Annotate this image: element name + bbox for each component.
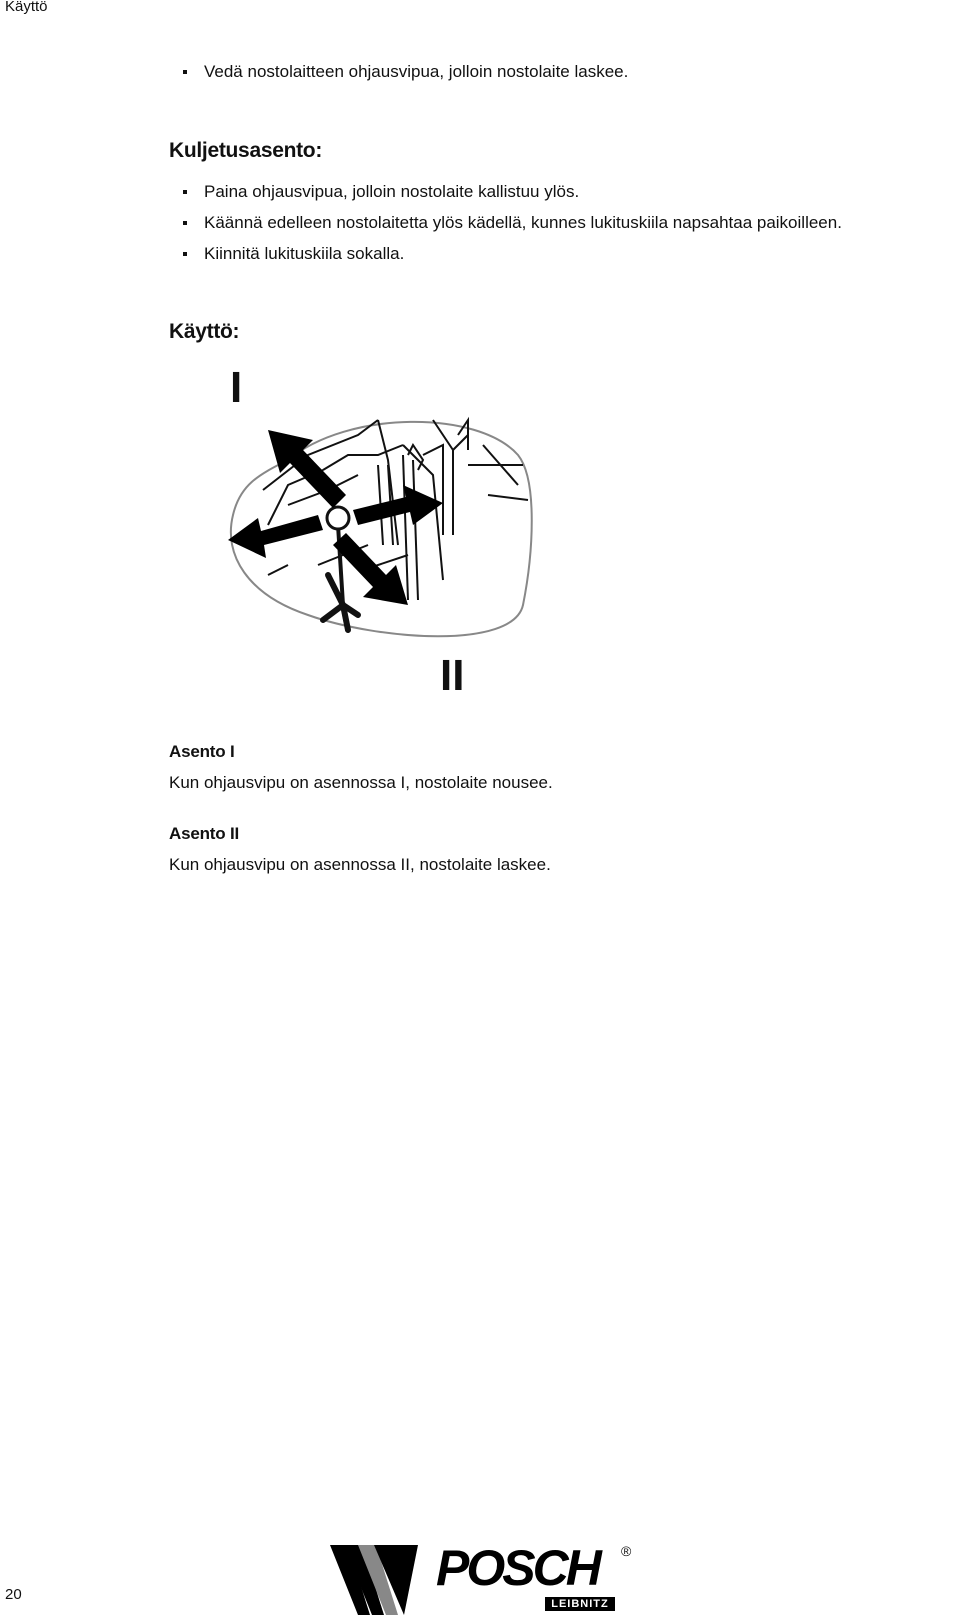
list-item: Käännä edelleen nostolaitetta ylös kädellä, kunnes lukituskiila napsahtaa paikoilleen. xyxy=(183,207,842,238)
list-item: Vedä nostolaitteen ohjausvipua, jolloin nostolaite laskee. xyxy=(183,56,628,87)
transport-bullet-list xyxy=(183,176,842,269)
control-lever-illustration xyxy=(228,415,538,685)
list-item: Paina ohjausvipua, jolloin nostolaite kallistuu ylös. xyxy=(183,176,842,207)
brand-logo-subtitle: LEIBNITZ xyxy=(545,1597,615,1611)
list-item: Kiinnitä lukituskiila sokalla. xyxy=(183,238,842,269)
position-one-text: Kun ohjausvipu on asennossa I, nostolaite nousee. xyxy=(169,773,553,792)
intro-bullet-list xyxy=(183,56,628,87)
running-header: Käyttö xyxy=(5,0,48,15)
position-one-label: I xyxy=(230,363,243,412)
transport-heading: Kuljetusasento: xyxy=(169,139,323,162)
posch-logo-mark-icon xyxy=(330,1545,420,1615)
position-two-text: Kun ohjausvipu on asennossa II, nostolaite laskee. xyxy=(169,855,551,874)
position-two-title: Asento II xyxy=(169,824,239,843)
position-one-title: Asento I xyxy=(169,742,235,761)
operation-heading: Käyttö: xyxy=(169,320,240,343)
registered-mark: ® xyxy=(621,1543,632,1559)
position-two-label: II xyxy=(440,651,465,700)
page-number: 20 xyxy=(5,1586,22,1603)
brand-logo-text: POSCH xyxy=(436,1540,599,1596)
